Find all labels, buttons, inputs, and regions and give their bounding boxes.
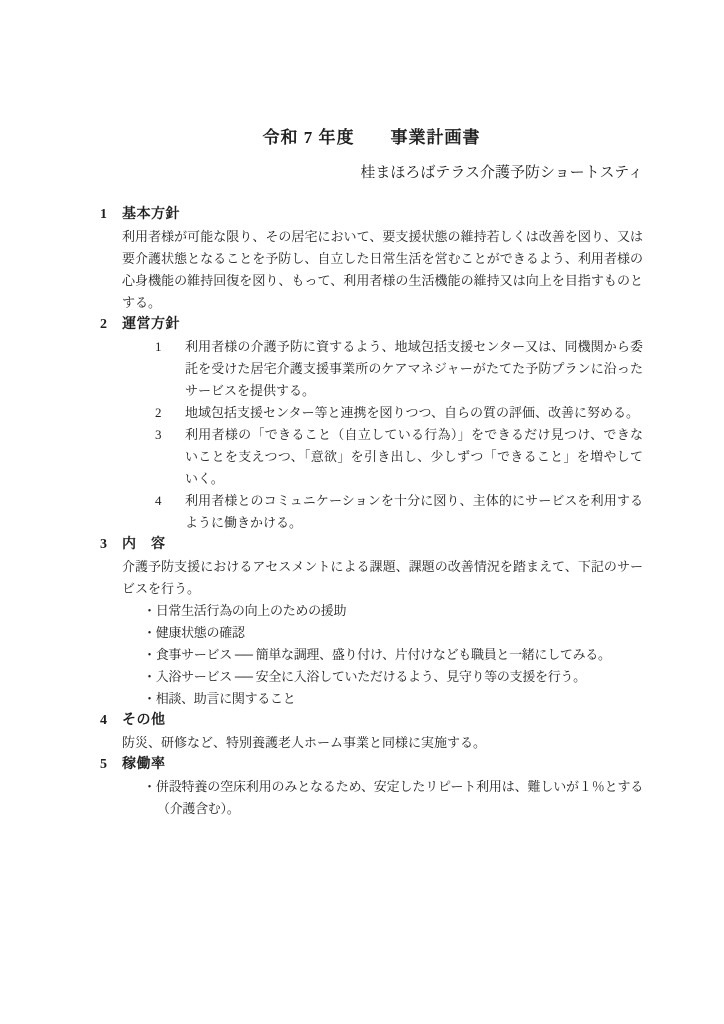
section-operating-policy — [100, 314, 643, 534]
item-text: 利用者様とのコミュニケーションを十分に図り、主体的にサービスを利用するように働きかける。 — [185, 493, 643, 530]
section-heading-row — [100, 314, 643, 336]
bullet-item: ・健康状態の確認 — [143, 625, 245, 640]
item-text: 利用者様の「できること（自立している行為）」をできるだけ見つけ、できないことを支えつつ、「意欲」を引き出し、少しずつ「できること」を増やしていく。 — [185, 427, 643, 486]
bullet-item: ・入浴サービス ── 安全に入浴していただけるよう、見守り等の支援を行う。 — [143, 669, 586, 684]
section-basic-policy — [100, 204, 643, 314]
section-number: 3 — [100, 537, 107, 552]
numbered-item — [122, 402, 643, 424]
numbered-item — [122, 336, 643, 402]
numbered-item — [122, 490, 643, 534]
section-number: 4 — [100, 713, 107, 728]
item-text: 地域包括支援センター等と連携を図りつつ、自らの質の評価、改善に努める。 — [185, 405, 639, 420]
section-number: 5 — [100, 757, 107, 772]
section-body — [122, 556, 643, 710]
bullet-item: ・食事サービス ── 簡単な調理、盛り付け、片付けなども職員と一緒にしてみる。 — [143, 647, 611, 662]
bullet-item: ・日常生活行為の向上のための援助 — [143, 603, 347, 618]
section-heading-row — [100, 754, 643, 776]
section-number: 2 — [100, 317, 107, 332]
section-heading: その他 — [122, 713, 166, 728]
item-text: 利用者様の介護予防に資するよう、地域包括支援センター又は、同機関から委託を受けた居宅介護支援事業所のケアマネジャーがたてた予防プランに沿ったサービスを提供する。 — [185, 339, 643, 398]
section-contents — [100, 534, 643, 710]
document-title: 令和 7 年度 事業計画書 — [262, 128, 481, 147]
section-heading: 運営方針 — [122, 317, 180, 332]
section-heading: 内 容 — [122, 537, 166, 552]
section-paragraph: 防災、研修など、特別養護老人ホーム事業と同様に実施する。 — [122, 735, 487, 750]
section-body — [122, 732, 643, 754]
item-number: 2 — [155, 405, 162, 420]
section-paragraph: 介護予防支援におけるアセスメントによる課題、課題の改善情況を踏まえて、下記のサービスを行う。 — [122, 559, 643, 596]
item-number: 4 — [155, 493, 162, 508]
section-heading-row — [100, 204, 643, 226]
section-heading: 稼働率 — [122, 757, 166, 772]
section-heading: 基本方針 — [122, 207, 180, 222]
section-body — [122, 226, 643, 314]
document-subtitle: 桂まほろばテラス介護予防ショートスティ — [360, 165, 643, 181]
numbered-item — [122, 424, 643, 490]
item-number: 3 — [155, 427, 162, 442]
section-heading-row — [100, 710, 643, 732]
section-others — [100, 710, 643, 754]
section-body — [122, 776, 643, 820]
bullet-item: ・併設特養の空床利用のみとなるため、安定したリピート利用は、難しいが１％とする（介護含む）。 — [143, 779, 643, 816]
section-number: 1 — [100, 207, 107, 222]
bullet-item: ・相談、助言に関すること — [143, 691, 296, 706]
item-number: 1 — [155, 339, 162, 354]
section-heading-row — [100, 534, 643, 556]
section-occupancy-rate — [100, 754, 643, 820]
section-paragraph: 利用者様が可能な限り、その居宅において、要支援状態の維持若しくは改善を図り、又は要介護状態となることを予防し、自立した日常生活を営むことができるよう、利用者様の心身機能の維持回復を図り、もって、利用者様の生活機能の維持又は向上を目指すものとする。 — [122, 229, 643, 310]
section-body — [122, 336, 643, 534]
